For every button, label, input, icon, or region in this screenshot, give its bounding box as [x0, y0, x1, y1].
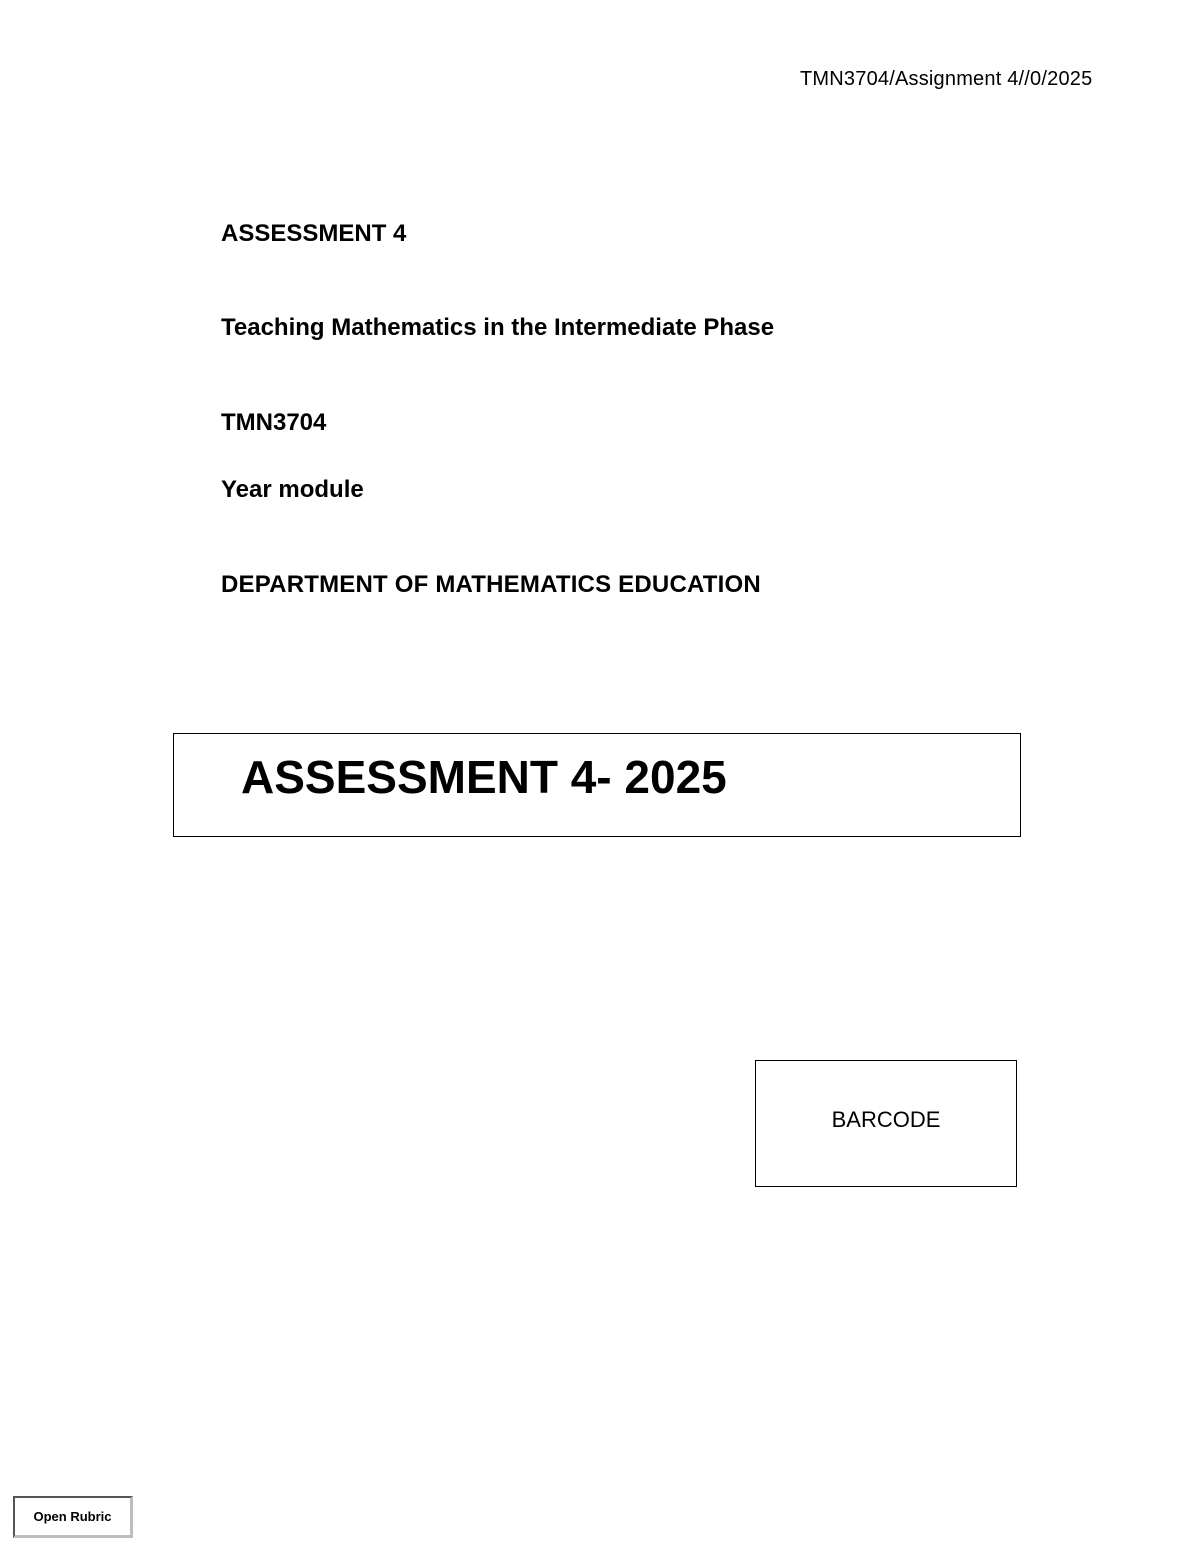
module-title: Teaching Mathematics in the Intermediate Phase: [221, 314, 775, 341]
module-type: Year module: [221, 476, 364, 503]
barcode-box: [755, 1060, 1017, 1187]
document-reference: TMN3704/Assignment 4//0/2025: [800, 68, 1093, 90]
department-name: DEPARTMENT OF MATHEMATICS EDUCATION: [221, 571, 761, 598]
module-code: TMN3704: [221, 409, 327, 436]
assessment-title-text: ASSESSMENT 4- 2025: [241, 751, 727, 803]
assessment-title-box: [173, 733, 1021, 837]
assessment-heading: ASSESSMENT 4: [221, 220, 407, 247]
barcode-label: BARCODE: [831, 1106, 941, 1132]
open-rubric-button[interactable]: Open Rubric: [13, 1496, 133, 1538]
